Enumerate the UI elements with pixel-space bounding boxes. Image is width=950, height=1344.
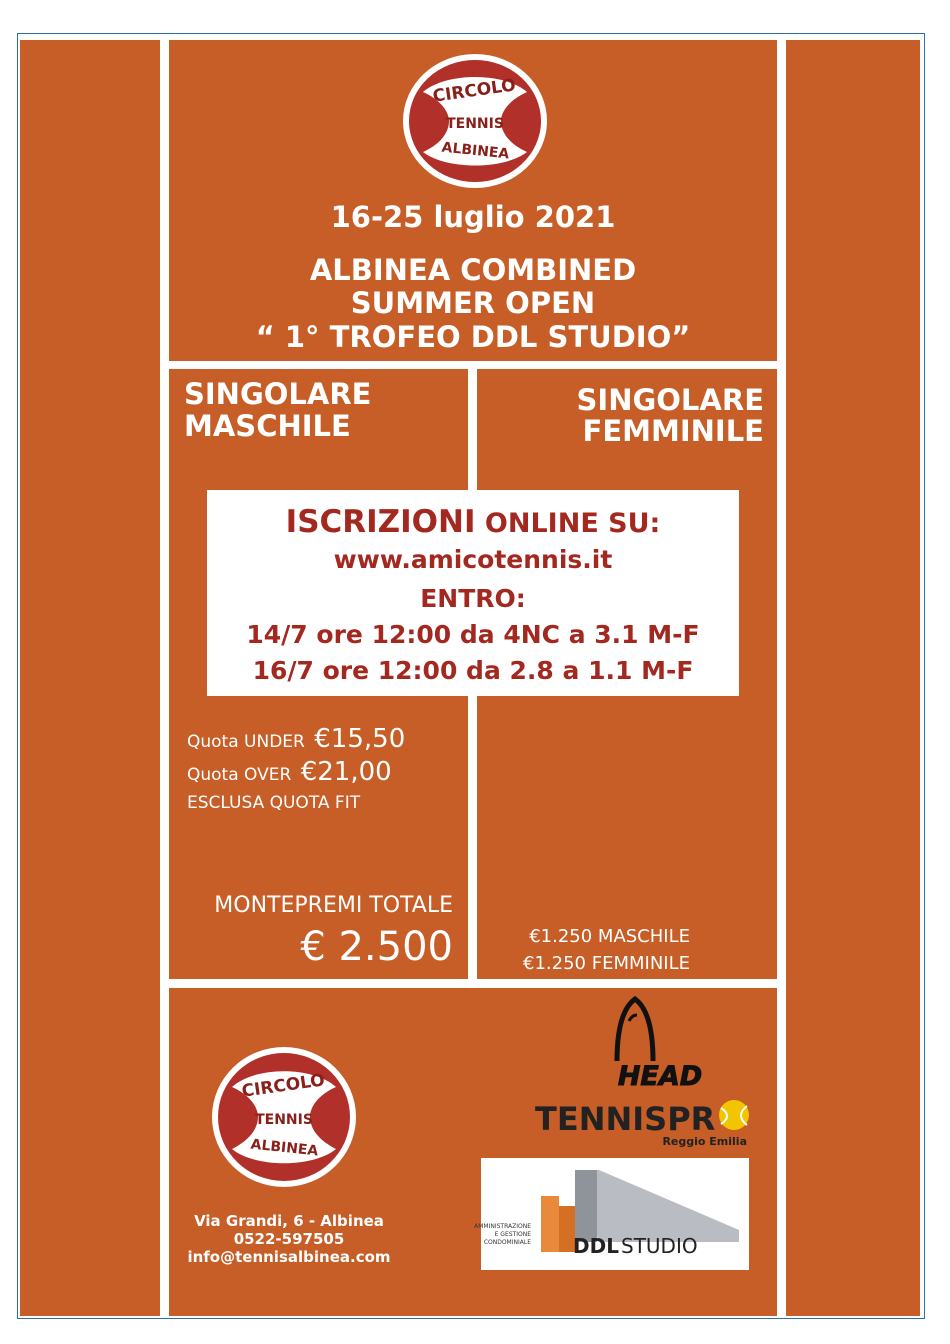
- fee-note: ESCLUSA QUOTA FIT: [187, 793, 361, 813]
- ddl-small-1: AMMINISTRAZIONE: [474, 1223, 531, 1230]
- logo-text-albinea: ALBINEA: [440, 139, 510, 163]
- contact-email[interactable]: info@tennisalbinea.com: [187, 1248, 391, 1266]
- tennispro-subtitle: Reggio Emilia: [662, 1135, 747, 1148]
- contact-phone: 0522-597505: [233, 1230, 345, 1248]
- fee-over: [187, 757, 392, 787]
- category-women-line1: SINGOLARE: [576, 383, 764, 417]
- contact-address: Via Grandi, 6 - Albinea: [194, 1212, 384, 1230]
- category-men-line2: MASCHILE: [184, 409, 351, 443]
- fee-over-value: €21,00: [300, 757, 392, 787]
- logo-text-circolo: CIRCOLO: [431, 75, 518, 107]
- logo-bottom-text-circolo: CIRCOLO: [240, 1070, 327, 1102]
- registration-online: ONLINE SU:: [475, 508, 661, 539]
- circolo-tennis-logo-top: [401, 52, 549, 190]
- tennispro-logo-text: TENNISPR: [535, 1100, 716, 1138]
- head-logo-text: HEAD: [617, 1061, 703, 1092]
- deadline-label: ENTRO:: [420, 584, 526, 613]
- registration-word: ISCRIZIONI: [285, 504, 476, 540]
- left-alley: [20, 40, 160, 1316]
- ddl-letters: DDL: [573, 1234, 619, 1258]
- ddl-small-2: E GESTIONE: [494, 1231, 531, 1238]
- circolo-tennis-logo-bottom: [210, 1045, 358, 1190]
- registration-heading: [207, 504, 739, 540]
- fee-under-label: Quota UNDER: [187, 732, 305, 752]
- prize-label: MONTEPREMI TOTALE: [214, 893, 453, 918]
- prize-split-men: €1.250 MASCHILE: [529, 926, 690, 947]
- category-women-line2: FEMMINILE: [582, 414, 764, 448]
- head-logo: [590, 995, 735, 1090]
- tennis-ball-icon: [719, 1100, 749, 1130]
- category-men-line1: SINGOLARE: [184, 377, 372, 411]
- right-alley: [786, 40, 920, 1316]
- prize-value: € 2.500: [300, 924, 453, 970]
- ddl-studio-logo: [474, 1158, 749, 1270]
- fee-under: [187, 724, 405, 754]
- fee-over-label: Quota OVER: [187, 765, 292, 785]
- logo-bottom-text-tennis: TENNIS: [255, 1112, 313, 1128]
- tennispro-logo: [533, 1095, 753, 1150]
- registration-box: [207, 490, 739, 696]
- event-dates: 16-25 luglio 2021: [330, 200, 616, 234]
- fee-under-value: €15,50: [314, 724, 406, 754]
- prize-split-women: €1.250 FEMMINILE: [523, 953, 690, 974]
- registration-url[interactable]: www.amicotennis.it: [333, 545, 613, 574]
- event-title-line3: “ 1° TROFEO DDL STUDIO”: [255, 320, 691, 354]
- logo-text-tennis: TENNIS: [446, 116, 504, 132]
- ddl-small-3: CONDOMINIALE: [483, 1239, 531, 1246]
- deadline-second: 16/7 ore 12:00 da 2.8 a 1.1 M-F: [252, 656, 694, 685]
- logo-bottom-text-albinea: ALBINEA: [249, 1136, 319, 1160]
- event-title-line1: ALBINEA COMBINED: [309, 253, 637, 287]
- ddl-word: STUDIO: [621, 1234, 698, 1258]
- event-title-line2: SUMMER OPEN: [350, 286, 596, 320]
- deadline-first: 14/7 ore 12:00 da 4NC a 3.1 M-F: [246, 620, 700, 649]
